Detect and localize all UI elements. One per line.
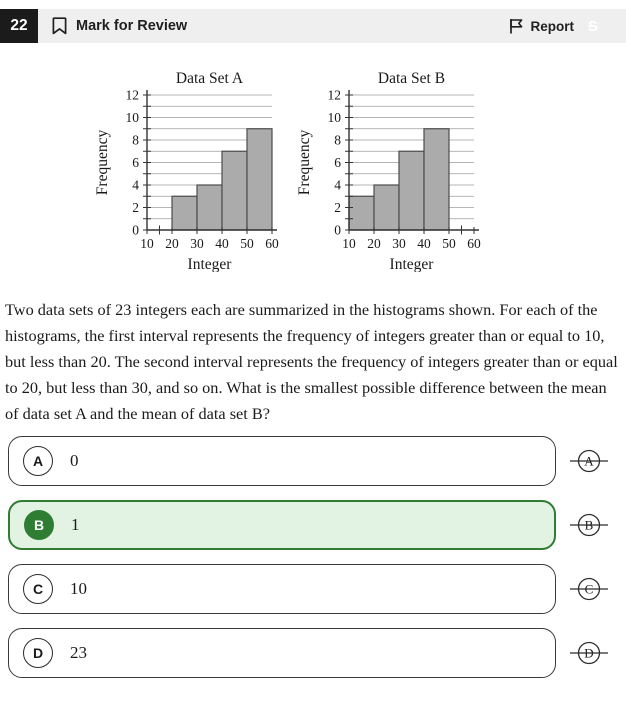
toolbar-bar xyxy=(38,9,626,43)
option-letter-badge-d: D xyxy=(23,638,53,668)
svg-text:10: 10 xyxy=(140,236,154,251)
svg-text:40: 40 xyxy=(215,236,229,251)
svg-text:8: 8 xyxy=(334,132,341,148)
option-value-d: 23 xyxy=(70,643,87,662)
svg-text:4: 4 xyxy=(334,177,341,193)
eliminate-option-c-button[interactable] xyxy=(569,571,609,607)
chart-data-set-b xyxy=(294,65,494,272)
bar-bin-50-60 xyxy=(247,129,272,230)
report-button[interactable] xyxy=(509,18,575,34)
svg-text:2: 2 xyxy=(132,200,139,215)
y-axis-label: Frequency xyxy=(296,129,313,196)
svg-text:8: 8 xyxy=(132,132,139,148)
report-label: Report xyxy=(530,18,574,34)
svg-text:50: 50 xyxy=(442,236,456,251)
mark-for-review-label: Mark for Review xyxy=(76,18,188,34)
strikethrough-c-icon xyxy=(569,571,609,607)
option-letter-badge-b: B xyxy=(24,510,54,540)
eliminate-option-a-button[interactable] xyxy=(569,443,609,479)
bar-bin-20-30 xyxy=(172,196,197,230)
x-axis-label: Integer xyxy=(187,256,232,272)
eliminate-option-b-button[interactable] xyxy=(569,507,609,543)
x-axis-label: Integer xyxy=(389,256,434,272)
svg-text:D: D xyxy=(584,645,594,661)
bar-bin-30-40 xyxy=(197,185,222,230)
option-value-c: 10 xyxy=(70,579,87,598)
svg-text:6: 6 xyxy=(132,155,139,170)
svg-text:10: 10 xyxy=(342,236,356,251)
svg-text:10: 10 xyxy=(125,110,139,125)
choice-row-b xyxy=(8,500,626,550)
question-text: Two data sets of 23 integers each are summarized in the histograms shown. For each of the histograms, the first interval represents the frequency of integers greater than or equal to 10, but less than 20. The second interval represents the frequency of integers greater than or equal to 20, but less than 30, and so on. What is the smallest possible difference between the mean of data set A and the mean of data set B? xyxy=(5,300,618,423)
svg-text:12: 12 xyxy=(125,87,139,103)
bar-bin-40-50 xyxy=(222,151,247,230)
y-axis-label: Frequency xyxy=(94,129,111,196)
question-number-badge: 22 xyxy=(0,9,38,43)
eliminate-option-d-button[interactable] xyxy=(569,635,609,671)
svg-text:50: 50 xyxy=(240,236,254,251)
svg-text:6: 6 xyxy=(334,155,341,170)
choice-row-c xyxy=(8,564,626,614)
option-letter-badge-a: A xyxy=(23,446,53,476)
svg-text:0: 0 xyxy=(334,222,341,238)
bar-bin-10-20 xyxy=(349,196,374,230)
strikethrough-d-icon xyxy=(569,635,609,671)
svg-text:C: C xyxy=(584,581,594,597)
svg-text:20: 20 xyxy=(165,236,179,251)
svg-text:12: 12 xyxy=(327,87,341,103)
svg-text:30: 30 xyxy=(392,236,406,251)
svg-text:20: 20 xyxy=(367,236,381,251)
svg-text:60: 60 xyxy=(265,236,279,251)
answer-option-b[interactable] xyxy=(8,500,556,550)
eliminator-strikethrough-icon: S xyxy=(587,17,598,35)
svg-text:4: 4 xyxy=(132,177,139,193)
bar-bin-40-50 xyxy=(424,129,449,230)
choices-list xyxy=(0,436,626,678)
svg-text:0: 0 xyxy=(132,222,139,238)
strikethrough-a-icon xyxy=(569,443,609,479)
choice-row-d xyxy=(8,628,626,678)
question-toolbar xyxy=(0,9,626,43)
chart-title: Data Set B xyxy=(377,70,446,87)
svg-text:A: A xyxy=(584,453,594,469)
svg-text:40: 40 xyxy=(417,236,431,251)
svg-text:2: 2 xyxy=(334,200,341,215)
answer-option-d[interactable] xyxy=(8,628,556,678)
charts-row xyxy=(0,65,586,272)
answer-option-c[interactable] xyxy=(8,564,556,614)
strikethrough-b-icon xyxy=(569,507,609,543)
answer-option-a[interactable] xyxy=(8,436,556,486)
svg-text:10: 10 xyxy=(327,110,341,125)
chart-data-set-a xyxy=(92,65,292,272)
svg-text:B: B xyxy=(584,517,594,533)
chart-title: Data Set A xyxy=(175,70,244,87)
bar-bin-30-40 xyxy=(399,151,424,230)
flag-icon xyxy=(509,18,524,34)
choice-row-a xyxy=(8,436,626,486)
answer-eliminator-toggle[interactable] xyxy=(574,8,612,44)
svg-text:60: 60 xyxy=(467,236,481,251)
mark-for-review-button[interactable] xyxy=(52,17,187,35)
option-value-a: 0 xyxy=(70,451,79,470)
bookmark-icon xyxy=(52,17,67,35)
option-letter-badge-c: C xyxy=(23,574,53,604)
bar-bin-20-30 xyxy=(374,185,399,230)
option-value-b: 1 xyxy=(71,515,80,534)
svg-text:30: 30 xyxy=(190,236,204,251)
